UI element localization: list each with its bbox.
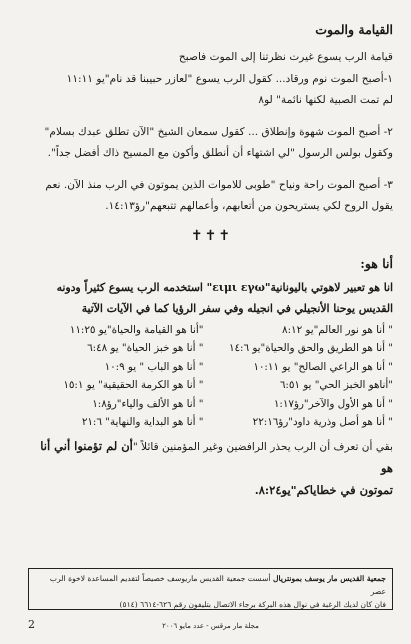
issue-info: مجلة مار مرقس - عدد مايو ٢٠٠٦ <box>162 622 259 630</box>
paragraph: قيامة الرب يسوع غيرت نظرتنا إلى الموت فاصبح <box>178 51 393 63</box>
verse-item: "أناهو الخبز الحي" يو ٦:٥١ <box>279 379 393 392</box>
cross-divider-icon: ✝✝✝ <box>190 227 233 244</box>
paragraph: ١-أصبح الموت نوم ورقاد... كقول الرب يسوع "لعازر حبيبنا قد نام"يو ١١:١١ <box>66 72 393 85</box>
paragraph: ٢- أصبح الموت شهوة وإنطلاق ... كقول سمعان الشيخ "الآن تطلق عبدك بسلام" <box>44 125 393 138</box>
closing-emphasis: تموتون في خطاياكم"يو٨:٢٤. <box>254 483 393 498</box>
page-number: 2 <box>28 618 35 631</box>
closing-paragraph <box>30 480 393 502</box>
verse-item: " أنا هو البداية والنهاية" ٢١:٦ <box>81 416 204 429</box>
intro-line: انا هو تعبير لاهوتي باليونانية"ειμι εγω" استخدمه الرب يسوع كثيراً ودونه <box>56 280 393 294</box>
notice-line: فان كان لديك الرغبة في نوال هذه البركة برجاء الاتصال بتليفون رقم ٦٢٦-٦٦١٤ (٥١٤) <box>119 600 386 609</box>
verse-item: " أنا هو خبز الحياة" يو ٦:٤٨ <box>87 342 204 355</box>
verse-item: " أنا هو الأول والآخر"رؤ١:١٧ <box>273 397 393 410</box>
verse-item: " أنا هو الطريق والحق والحياة"يو ١٤:٦ <box>228 342 393 355</box>
closing-paragraph <box>30 436 393 480</box>
verse-item: "أنا هو القيامة والحياة"يو ١١:٢٥ <box>69 323 204 336</box>
closing-text: بقي أن تعرف أن الرب يحذر الرافضين وغير المؤمنين قائلاً " <box>132 441 393 454</box>
section-title-resurrection: القيامة والموت <box>315 22 393 37</box>
notice-line <box>35 572 386 598</box>
paragraph: يقول الروح لكي يستريحون من أتعابهم، وأعمالهم تتبعهم"رؤ١٤:١٣. <box>105 200 393 212</box>
verse-item: " أنا هو الألف والياء"رؤ١:٨ <box>92 397 204 410</box>
closing-emphasis: أن لم تؤمنوا أني أنا هو <box>40 439 393 476</box>
notice-org: جمعية القديس مار يوسف بمونتريال <box>272 574 386 583</box>
page-footer <box>28 618 393 634</box>
verse-list <box>30 321 393 433</box>
verse-item: " أنا هو الباب " يو ١٠:٩ <box>104 360 204 373</box>
verse-item: " أنا هو الكرمة الحقيقية" يو ١٥:١ <box>63 379 204 392</box>
verse-item: " أنا هو أصل وذرية داود"رؤ٢٢:١٦ <box>252 416 393 429</box>
paragraph: ٣- أصبح الموت راحة ونياح "طوبى للاموات الذين يموتون في الرب منذ الآن. نعم <box>45 178 393 191</box>
intro-line: القديس يوحنا الأنجيلي في انجيله وفي سفر الرؤيا كما في الآيات الآتية <box>81 301 393 315</box>
section-title-i-am: أنا هو: <box>360 255 393 271</box>
notice-box <box>28 568 393 610</box>
verse-item: " أنا هو الراعي الصالح" يو ١٠:١١ <box>253 360 393 373</box>
paragraph: وكقول بولس الرسول "لي اشتهاء أن أنطلق وأكون مع المسيح ذاك أفضل جداً". <box>47 147 393 159</box>
paragraph: لم تمت الصبية لكنها نائمة" لو٨ <box>258 94 393 106</box>
notice-text: أسست جمعية القديس ماريوسف خصيصاً لتقديم المساعدة لاخوة الرب عصر <box>49 574 386 596</box>
verse-item: " أنا هو نور العالم"يو ٨:١٢ <box>282 323 393 336</box>
